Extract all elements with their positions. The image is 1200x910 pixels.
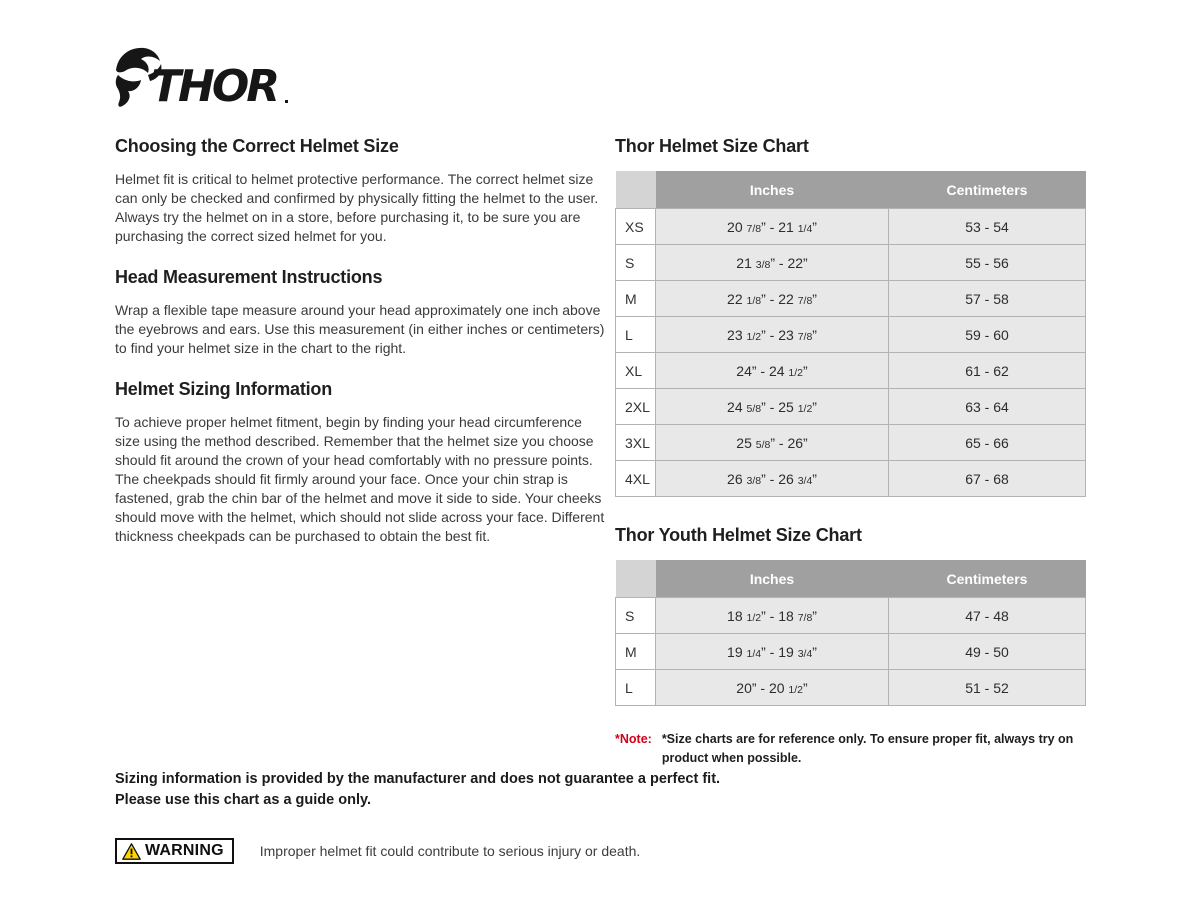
adult-chart-header-centimeters: Centimeters xyxy=(889,171,1086,209)
size-cell: S xyxy=(616,598,656,634)
size-row xyxy=(616,425,1086,461)
size-row xyxy=(616,461,1086,497)
size-row xyxy=(616,209,1086,245)
warning-triangle-icon xyxy=(122,843,141,860)
centimeters-cell: 67 - 68 xyxy=(889,461,1086,497)
thor-logo-graphic xyxy=(113,44,298,112)
size-chart-note xyxy=(615,730,1085,769)
centimeters-cell: 59 - 60 xyxy=(889,317,1086,353)
inches-cell: 18 1/2” - 18 7/8” xyxy=(656,598,889,634)
adult-chart-header-inches: Inches xyxy=(656,171,889,209)
adult-chart-title: Thor Helmet Size Chart xyxy=(615,136,809,156)
adult-size-chart-table xyxy=(615,171,1086,497)
centimeters-cell: 57 - 58 xyxy=(889,281,1086,317)
size-cell: 3XL xyxy=(616,425,656,461)
centimeters-cell: 55 - 56 xyxy=(889,245,1086,281)
inches-cell: 23 1/2” - 23 7/8” xyxy=(656,317,889,353)
section-body-sizing-information: To achieve proper helmet fitment, begin by finding your head circumference size using the method described. Remember that the helmet size you choose should fit around the crown of your head comfortably with no pressure points. The cheekpads should fit firmly around your face. Once your chin strap is fastened, grab the chin bar of the helmet and move it side to side. Your cheeks should move with the helmet, which should not slide across your face. Different thickness cheekpads can be purchased to obtain the best fit. xyxy=(115,414,605,544)
inches-cell: 24 5/8” - 25 1/2” xyxy=(656,389,889,425)
size-cell: XS xyxy=(616,209,656,245)
centimeters-cell: 53 - 54 xyxy=(889,209,1086,245)
centimeters-cell: 65 - 66 xyxy=(889,425,1086,461)
warning-box xyxy=(115,838,234,864)
size-cell: L xyxy=(616,317,656,353)
inches-cell: 22 1/8” - 22 7/8” xyxy=(656,281,889,317)
size-cell: XL xyxy=(616,353,656,389)
section-heading-choosing-size: Choosing the Correct Helmet Size xyxy=(115,136,399,156)
youth-chart-header-inches: Inches xyxy=(656,560,889,598)
size-cell: S xyxy=(616,245,656,281)
thor-logo xyxy=(113,44,298,112)
youth-size-chart-table xyxy=(615,560,1086,706)
size-row xyxy=(616,598,1086,634)
inches-cell: 26 3/8” - 26 3/4” xyxy=(656,461,889,497)
inches-cell: 25 5/8” - 26” xyxy=(656,425,889,461)
inches-cell: 21 3/8” - 22” xyxy=(656,245,889,281)
size-row xyxy=(616,353,1086,389)
youth-chart-header-row xyxy=(616,560,1086,598)
instructions-column xyxy=(115,136,607,567)
note-label: *Note: xyxy=(615,732,652,746)
disclaimer-line-2: Please use this chart as a guide only. xyxy=(115,792,371,809)
youth-chart-header-centimeters: Centimeters xyxy=(889,560,1086,598)
size-row xyxy=(616,245,1086,281)
warning-text: Improper helmet fit could contribute to serious injury or death. xyxy=(259,843,641,859)
size-row xyxy=(616,281,1086,317)
adult-chart-corner-cell xyxy=(616,171,656,209)
size-cell: 2XL xyxy=(616,389,656,425)
youth-chart-title: Thor Youth Helmet Size Chart xyxy=(615,525,862,545)
size-row xyxy=(616,389,1086,425)
centimeters-cell: 61 - 62 xyxy=(889,353,1086,389)
size-cell: M xyxy=(616,281,656,317)
centimeters-cell: 63 - 64 xyxy=(889,389,1086,425)
section-body-head-measurement: Wrap a flexible tape measure around your head approximately one inch above the eyebrows and ears. Use this measurement (in either inches or centimeters) to find your helmet size in the chart to the right. xyxy=(115,302,605,356)
size-charts-column xyxy=(615,136,1085,769)
inches-cell: 24” - 24 1/2” xyxy=(656,353,889,389)
inches-cell: 20” - 20 1/2” xyxy=(656,670,889,706)
size-cell: 4XL xyxy=(616,461,656,497)
thor-logo-wordmark: THOR xyxy=(151,61,278,112)
size-cell: L xyxy=(616,670,656,706)
section-heading-head-measurement: Head Measurement Instructions xyxy=(115,267,383,287)
section-heading-sizing-information: Helmet Sizing Information xyxy=(115,379,333,399)
centimeters-cell: 49 - 50 xyxy=(889,634,1086,670)
size-cell: M xyxy=(616,634,656,670)
note-text: *Size charts are for reference only. To ensure proper fit, always try on product when possible. xyxy=(661,732,1074,766)
manufacturer-disclaimer xyxy=(115,769,935,811)
centimeters-cell: 51 - 52 xyxy=(889,670,1086,706)
thor-logo-dot xyxy=(285,100,288,103)
size-row xyxy=(616,317,1086,353)
inches-cell: 20 7/8” - 21 1/4” xyxy=(656,209,889,245)
warning-label: WARNING xyxy=(145,842,224,859)
warning-strip xyxy=(115,838,640,864)
inches-cell: 19 1/4” - 19 3/4” xyxy=(656,634,889,670)
youth-chart-corner-cell xyxy=(616,560,656,598)
disclaimer-line-1: Sizing information is provided by the manufacturer and does not guarantee a perfect fit. xyxy=(115,771,721,787)
size-row xyxy=(616,634,1086,670)
section-body-choosing-size: Helmet fit is critical to helmet protective performance. The correct helmet size can only be checked and confirmed by physically fitting the helmet to the user. Always try the helmet on in a store, before purchasing it, to be sure you are purchasing the correct sized helmet for you. xyxy=(115,171,599,244)
centimeters-cell: 47 - 48 xyxy=(889,598,1086,634)
size-row xyxy=(616,670,1086,706)
adult-chart-header-row xyxy=(616,171,1086,209)
